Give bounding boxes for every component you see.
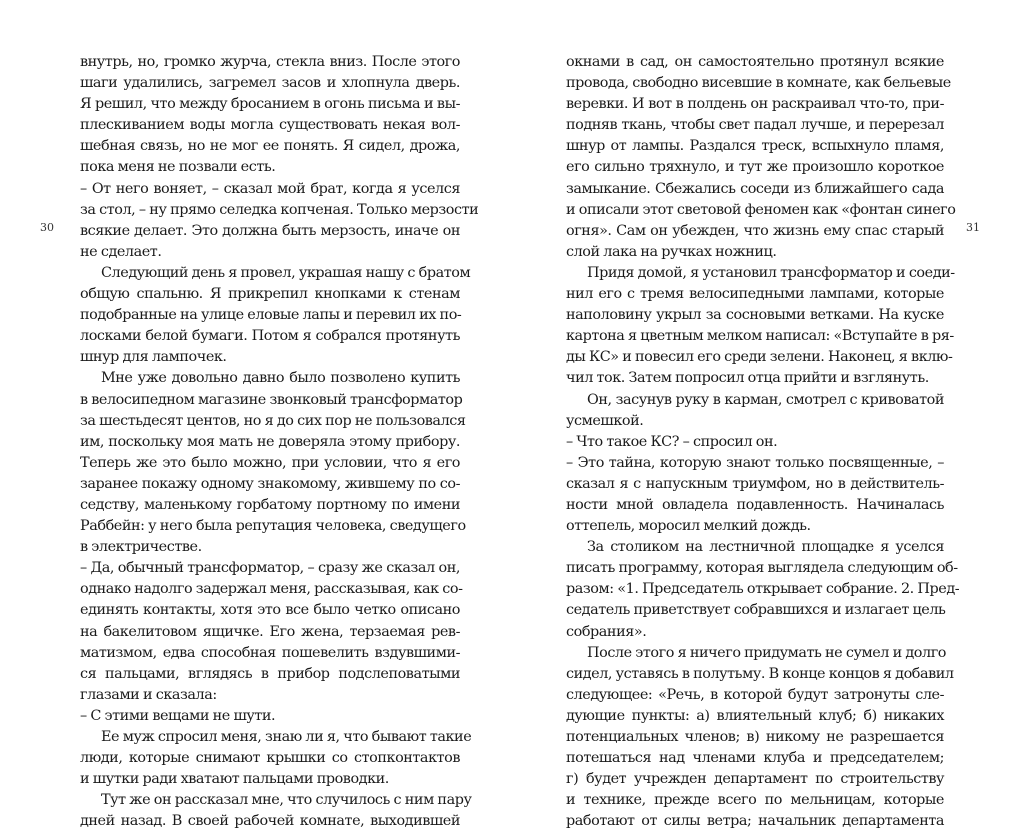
page-number-left: 30 — [40, 221, 54, 234]
text-line: шебная связь, но не мог ее понять. Я сидел, дрожа, — [80, 138, 460, 155]
text-line: картона я цветным мелком написал: «Вступайте в ря- — [566, 328, 954, 345]
text-line: не сделает. — [80, 243, 162, 260]
text-line: общую спальню. Я прикрепил кнопками к стенам — [80, 286, 460, 303]
text-line: дующие пункты: а) влиятельный клуб; б) никаких — [566, 707, 944, 724]
text-line: писать программу, которая выглядела следующим об- — [566, 560, 958, 577]
text-line: – Что такое КС? – спросил он. — [566, 433, 778, 450]
text-line: внутрь, но, громко журча, стекла вниз. После этого — [80, 54, 460, 70]
text-line: – От него воняет, – сказал мой брат, когда я уселся — [80, 180, 460, 197]
text-line: им, поскольку моя мать не доверяла этому прибору. — [80, 433, 460, 450]
text-line: ности мной овладела подавленность. Начиналась — [566, 496, 944, 513]
text-line: подняв ткань, чтобы свет падал лучше, и перерезал — [566, 117, 944, 134]
text-line: г) будет учрежден департамент по строительству — [566, 771, 944, 788]
text-line: чил ток. Затем попросил отца прийти и взглянуть. — [566, 370, 929, 387]
text-line: усмешкой. — [566, 412, 644, 429]
text-line: собрания». — [566, 623, 647, 640]
text-line: за стол, – ну прямо селедка копченая. Только мерзости — [80, 201, 479, 218]
text-line: – Это тайна, которую знают только посвященные, – — [566, 454, 944, 471]
text-line: Теперь же это было можно, при условии, что я его — [80, 454, 460, 471]
text-line: и описали этот световой феномен как «фонтан синего — [566, 201, 956, 218]
text-line: окнами в сад, он самостоятельно протянул всякие — [566, 54, 944, 70]
left-page — [80, 52, 479, 832]
text-line: и технике, прежде всего по мельницам, которые — [566, 792, 944, 809]
text-line: потешаться над членами клуба и председателем; — [566, 750, 944, 767]
text-line: на бакелитовом ящичке. Его жена, терзаемая рев- — [80, 623, 460, 640]
text-line: и шутки ради хватают пальцами проводки. — [80, 771, 389, 788]
text-line: единять контакты, хотя это все было четко описано — [80, 602, 460, 619]
text-line: оттепель, моросил мелкий дождь. — [566, 518, 811, 535]
text-line: – Да, обычный трансформатор, – сразу же сказал он, — [80, 560, 460, 577]
text-line: в электричестве. — [80, 539, 202, 556]
text-line: Я решил, что между бросанием в огонь письма и вы- — [80, 96, 460, 113]
text-line: потенциальных членов; в) никому не разрешается — [566, 729, 944, 745]
text-line: заранее покажу одному знакомому, жившему по со- — [80, 475, 460, 492]
text-line: шаги удалились, загремел засов и хлопнула дверь. — [80, 75, 460, 92]
text-line: в велосипедном магазине звонковый трансформатор — [80, 391, 463, 408]
text-line: После этого я ничего придумать не сумел и долго — [587, 644, 946, 661]
text-line: – С этими вещами не шути. — [80, 707, 276, 724]
text-line: всякие делает. Это должна быть мерзость, иначе он — [80, 222, 460, 239]
text-line: шнур для лампочек. — [80, 349, 227, 366]
text-line: лосками белой бумаги. Потом я собрался протянуть — [80, 328, 460, 345]
text-line: Следующий день я провел, украшая нашу с братом — [101, 264, 471, 281]
text-line: ся пальцами, вглядясь в прибор подслеповатыми — [80, 665, 460, 682]
text-line: седатель приветствует собравшихся и излагает цель — [566, 602, 946, 619]
text-line: дней назад. В своей рабочей комнате, выходившей — [80, 813, 460, 830]
text-line: однако надолго задержал меня, рассказывая, как со- — [80, 581, 463, 598]
text-line: Мне уже довольно давно было позволено купить — [101, 370, 460, 387]
text-line: замыкание. Сбежались соседи из ближайшего сада — [566, 180, 944, 197]
text-line: седству, маленькому горбатому портному по имени — [80, 496, 460, 513]
text-line: работают от силы ветра; начальник департамента — [566, 813, 944, 830]
text-line: Ее муж спросил меня, знаю ли я, что бывают такие — [101, 729, 472, 745]
text-line: провода, свободно висевшие в комнате, как бельевые — [566, 75, 951, 92]
text-line: глазами и сказала: — [80, 686, 217, 703]
page-number-right: 31 — [966, 221, 980, 234]
text-line: Он, засунув руку в карман, смотрел с кривоватой — [587, 391, 944, 408]
text-line: за шестьдесят центов, но я до сих пор не пользовался — [80, 412, 466, 429]
right-page — [566, 52, 960, 832]
text-line: ды КС» и повесил его среди зелени. Наконец, я вклю- — [566, 349, 953, 366]
text-line: слой лака на ручках ножниц. — [566, 243, 777, 260]
text-line: Тут же он рассказал мне, что случилось с ним пару — [101, 792, 472, 809]
text-line: огня». Сам он убежден, что жизнь ему спас старый — [566, 222, 944, 239]
text-line: веревки. И вот в полдень он раскраивал что-то, при- — [566, 96, 944, 113]
text-line: наполовину укрыл за сосновыми ветками. На куске — [566, 307, 944, 324]
text-line: люди, которые снимают крышки со стопконтактов — [80, 750, 460, 767]
text-line: Раббейн: у него была репутация человека, сведущего — [80, 518, 466, 535]
text-line: нил его с тремя велосипедными лампами, которые — [566, 286, 944, 303]
text-line: Придя домой, я установил трансформатор и соеди- — [587, 264, 955, 281]
text-line: подобранные на улице еловые лапы и перевил их по- — [80, 307, 462, 324]
text-line: сидел, уставясь в полутьму. В конце концов я добавил — [566, 665, 954, 682]
text-line: его сильно тряхнуло, и тут же произошло короткое — [566, 159, 944, 176]
text-line: плескиванием воды могла существовать некая вол- — [80, 117, 460, 134]
text-line: следующее: «Речь, в которой будут затронуты сле- — [566, 686, 944, 703]
text-line: За столиком на лестничной площадке я уселся — [587, 539, 944, 556]
text-line: шнур от лампы. Раздался треск, вспыхнуло пламя, — [566, 138, 944, 155]
text-line: разом: «1. Председатель открывает собрание. 2. Пред- — [566, 581, 960, 598]
text-line: матизмом, едва способная пошевелить вздувшими- — [80, 644, 460, 661]
text-line: пока меня не позвали есть. — [80, 159, 276, 176]
text-line: сказал я с напускным триумфом, но в действитель- — [566, 475, 944, 492]
